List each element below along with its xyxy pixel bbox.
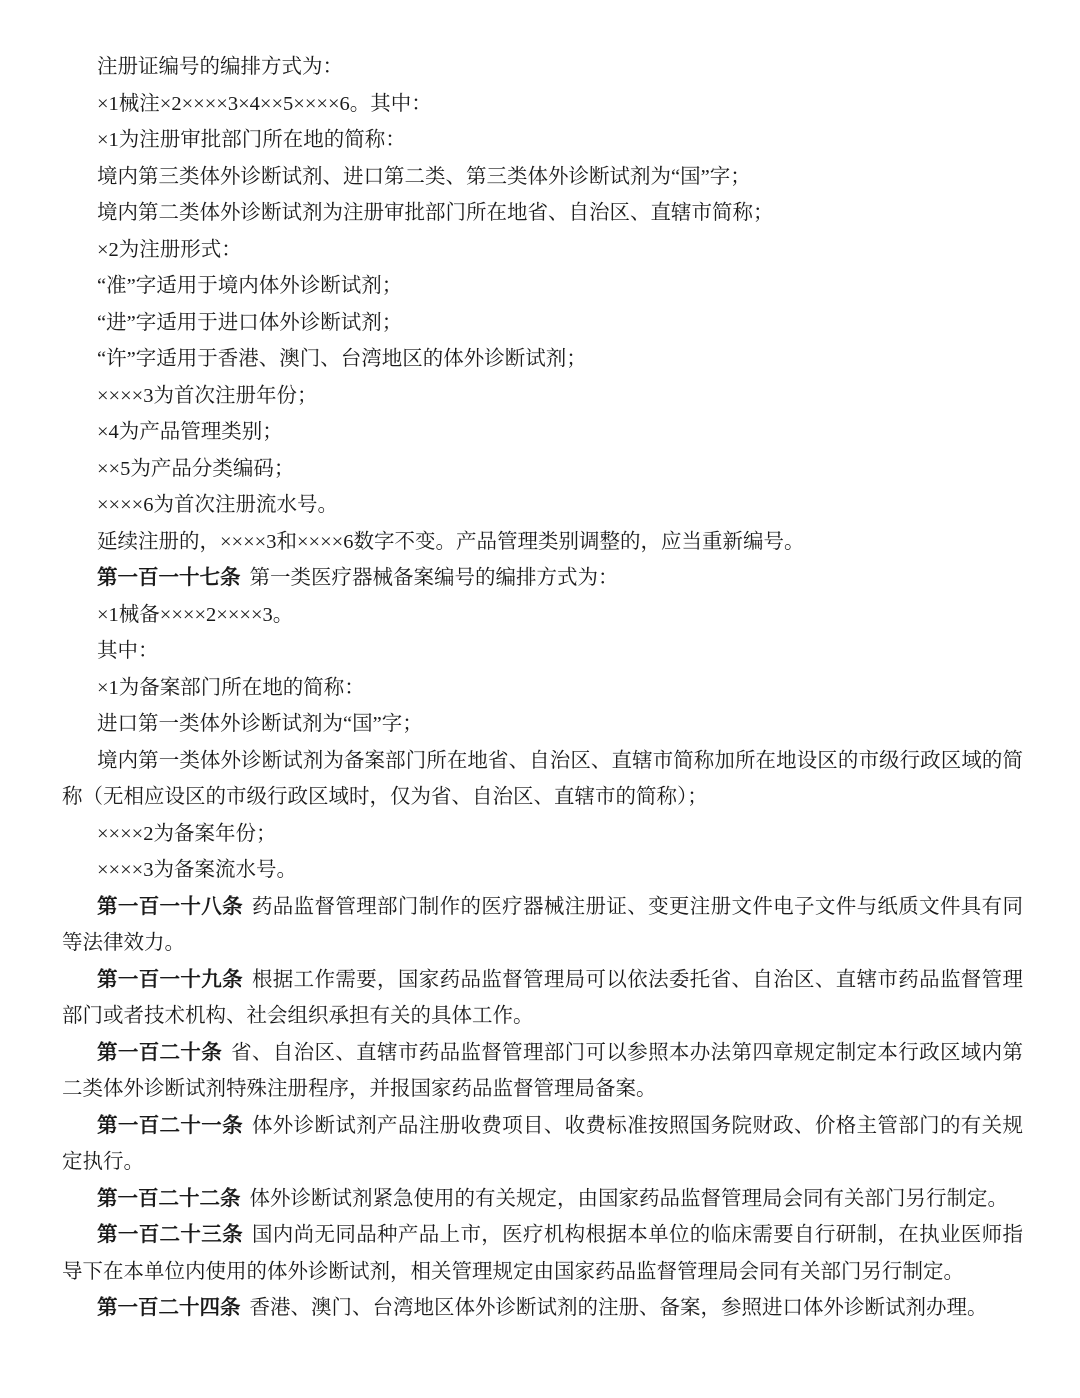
doc-paragraph — [62, 560, 1023, 597]
paragraph-text: 香港、澳门、台湾地区体外诊断试剂的注册、备案，参照进口体外诊断试剂办理。 — [249, 1297, 988, 1319]
doc-paragraph — [62, 1035, 1023, 1108]
doc-paragraph — [62, 487, 1023, 524]
article-number: 第一百一十九条 — [97, 968, 243, 991]
doc-paragraph — [62, 1290, 1023, 1327]
paragraph-text: ××××6为首次注册流水号。 — [97, 494, 338, 516]
paragraph-text: 境内第一类体外诊断试剂为备案部门所在地省、自治区、直辖市简称加所在地设区的市级行政区域的简称（无相应设区的市级行政区域时，仅为省、自治区、直辖市的简称）； — [62, 749, 1023, 808]
doc-paragraph — [62, 195, 1023, 232]
paragraph-text: ××××3为备案流水号。 — [97, 859, 297, 881]
paragraph-text: 体外诊断试剂紧急使用的有关规定，由国家药品监督管理局会同有关部门另行制定。 — [249, 1187, 1008, 1210]
paragraph-text: “进”字适用于进口体外诊断试剂； — [97, 311, 403, 334]
doc-paragraph — [62, 597, 1023, 634]
paragraph-text: 体外诊断试剂产品注册收费项目、收费标准按照国务院财政、价格主管部门的有关规定执行。 — [62, 1114, 1024, 1173]
doc-paragraph — [62, 414, 1023, 451]
paragraph-text: “许”字适用于香港、澳门、台湾地区的体外诊断试剂； — [97, 348, 587, 370]
article-number: 第一百二十一条 — [97, 1114, 243, 1137]
doc-paragraph — [62, 305, 1023, 342]
doc-paragraph — [62, 1108, 1023, 1181]
doc-paragraph — [62, 341, 1023, 378]
doc-paragraph — [62, 852, 1023, 889]
paragraph-text: 省、自治区、直辖市药品监督管理部门可以参照本办法第四章规定制定本行政区域内第二类体外诊断试剂特殊注册程序，并报国家药品监督管理局备案。 — [62, 1041, 1023, 1100]
paragraph-text: ××××2为备案年份； — [97, 822, 277, 845]
paragraph-text: ×1为备案部门所在地的简称： — [97, 676, 365, 699]
article-number: 第一百一十七条 — [97, 567, 241, 589]
paragraph-text: 境内第三类体外诊断试剂、进口第二类、第三类体外诊断试剂为“国”字； — [97, 165, 751, 188]
doc-paragraph — [62, 633, 1023, 670]
article-number: 第一百二十条 — [97, 1041, 223, 1064]
doc-paragraph — [62, 962, 1023, 1035]
doc-paragraph — [62, 268, 1023, 305]
paragraph-text: 药品监督管理部门制作的医疗器械注册证、变更注册文件电子文件与纸质文件具有同等法律效力。 — [62, 895, 1024, 954]
doc-paragraph — [62, 159, 1023, 196]
article-number: 第一百二十三条 — [97, 1224, 243, 1246]
paragraph-text: ×1为注册审批部门所在地的简称： — [97, 129, 406, 151]
paragraph-text: ××5为产品分类编码； — [97, 457, 295, 480]
paragraph-text: 根据工作需要，国家药品监督管理局可以依法委托省、自治区、直辖市药品监督管理部门或者技术机构、社会组织承担有关的具体工作。 — [62, 968, 1024, 1027]
paragraph-text: ×1械注×2××××3×4××5××××6。其中： — [97, 92, 432, 115]
paragraph-text: ×1械备××××2××××3。 — [97, 603, 294, 626]
doc-paragraph — [62, 889, 1023, 962]
paragraph-text: 延续注册的，××××3和××××6数字不变。产品管理类别调整的，应当重新编号。 — [97, 530, 805, 553]
article-number: 第一百二十四条 — [97, 1297, 241, 1319]
doc-paragraph — [62, 743, 1023, 816]
doc-paragraph — [62, 122, 1023, 159]
doc-paragraph — [62, 670, 1023, 707]
paragraph-text: 其中： — [97, 640, 159, 662]
paragraph-text: ×2为注册形式： — [97, 238, 242, 261]
doc-paragraph — [62, 86, 1023, 123]
doc-paragraph — [62, 232, 1023, 269]
paragraph-text: 注册证编号的编排方式为： — [97, 56, 343, 78]
doc-paragraph — [62, 706, 1023, 743]
paragraph-text: 国内尚无同品种产品上市，医疗机构根据本单位的临床需要自行研制，在执业医师指导下在本单位内使用的体外诊断试剂，相关管理规定由国家药品监督管理局会同有关部门另行制定。 — [62, 1224, 1024, 1283]
doc-paragraph — [62, 1181, 1023, 1218]
doc-paragraph — [62, 816, 1023, 853]
paragraph-text: ××××3为首次注册年份； — [97, 384, 318, 407]
doc-paragraph — [62, 49, 1023, 86]
doc-paragraph — [62, 1217, 1023, 1290]
doc-paragraph — [62, 451, 1023, 488]
paragraph-text: 境内第二类体外诊断试剂为注册审批部门所在地省、自治区、直辖市简称； — [97, 202, 774, 224]
paragraph-text: ×4为产品管理类别； — [97, 421, 283, 443]
paragraph-text: 进口第一类体外诊断试剂为“国”字； — [97, 713, 423, 735]
article-number: 第一百二十二条 — [97, 1187, 241, 1210]
doc-paragraph — [62, 378, 1023, 415]
paragraph-text: 第一类医疗器械备案编号的编排方式为： — [249, 567, 619, 589]
doc-paragraph — [62, 524, 1023, 561]
article-number: 第一百一十八条 — [97, 895, 243, 918]
paragraph-text: “准”字适用于境内体外诊断试剂； — [97, 275, 403, 297]
